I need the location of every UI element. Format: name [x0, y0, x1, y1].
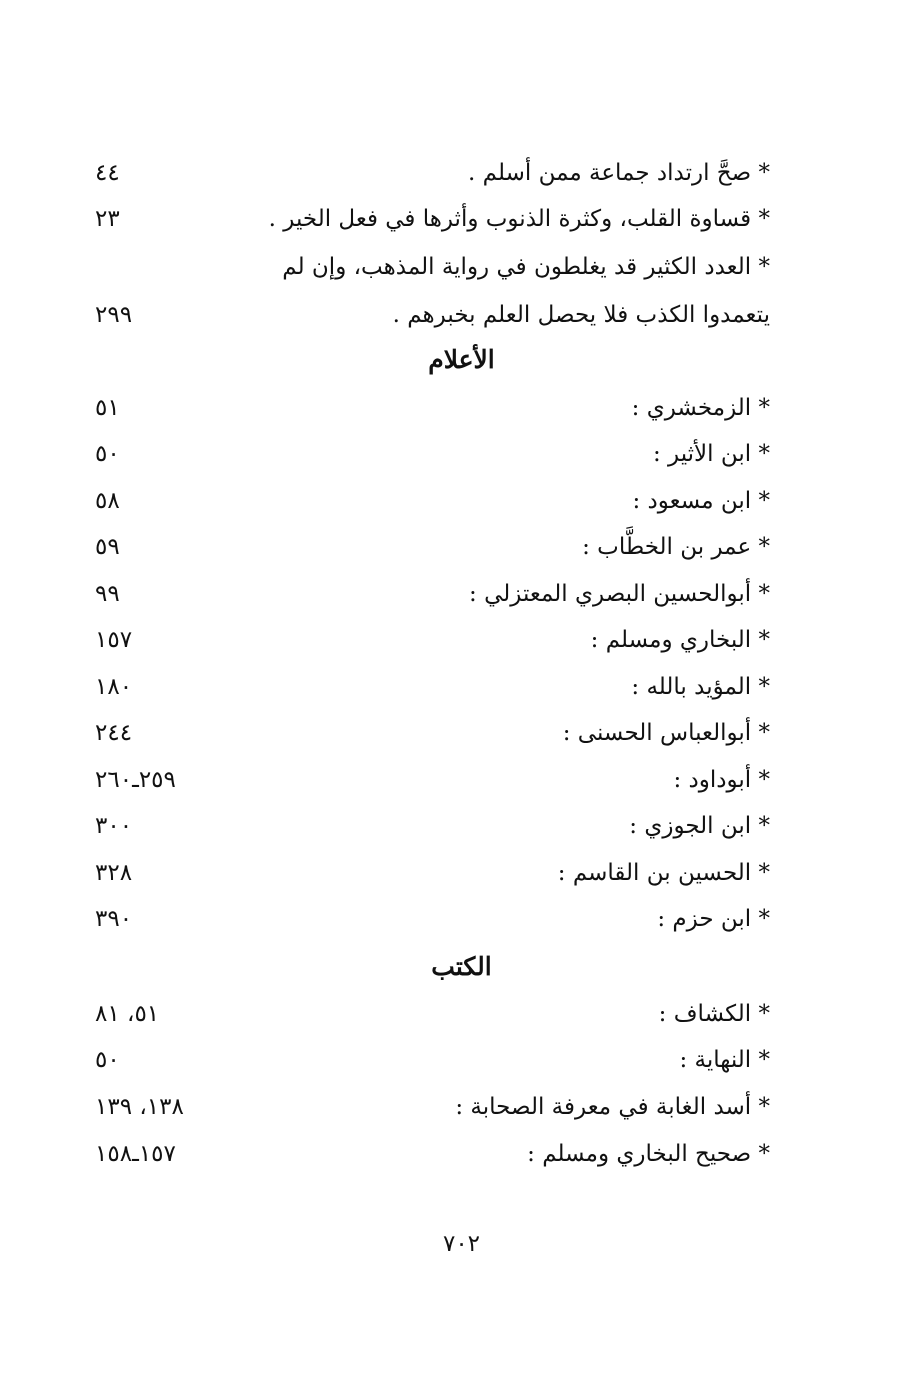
section-heading-people: الأعلام [428, 345, 495, 374]
entry-text: * أسد الغابة في معرفة الصحابة : [455, 1094, 770, 1120]
index-entry-continuation [95, 292, 770, 338]
entry-text: * الحسين بن القاسم : [557, 860, 770, 886]
page-number: ٧٠٢ [442, 1231, 481, 1257]
entry-text: * صحيح البخاري ومسلم : [527, 1141, 770, 1167]
entry-text: * قساوة القلب، وكثرة الذنوب وأثرها في فعل الخير . [268, 206, 770, 232]
entry-text: * النهاية : [679, 1047, 770, 1073]
entry-text: * الكشاف : [658, 1001, 770, 1027]
entry-text: * عمر بن الخطَّاب : [582, 534, 770, 560]
entry-text: * ابن الجوزي : [629, 813, 770, 839]
entry-text: * ابن حزم : [657, 906, 770, 932]
index-entry [95, 431, 770, 477]
entry-page: ٥١، ٨١ [95, 1001, 160, 1027]
index-entry [95, 571, 770, 617]
entry-page: ٩٩ [95, 581, 120, 607]
entry-page: ٢٣ [95, 206, 120, 232]
index-entry [95, 478, 770, 524]
entry-page: ٥٠ [95, 1047, 120, 1073]
entry-text: * الزمخشري : [631, 395, 770, 421]
index-entry [95, 803, 770, 849]
entry-page: ١٨٠ [95, 674, 133, 700]
index-entry [95, 1037, 770, 1083]
index-entry [95, 896, 770, 942]
entry-page: ٥١ [95, 395, 120, 421]
entry-text: يتعمدوا الكذب فلا يحصل العلم بخبرهم . [392, 302, 770, 328]
entry-page: ٥٩ [95, 534, 120, 560]
entry-page: ٣٠٠ [95, 813, 133, 839]
index-entry [95, 664, 770, 710]
index-entry [95, 1131, 770, 1177]
entry-page: ١٥٧ـ١٥٨ [95, 1141, 176, 1167]
index-entry [95, 244, 770, 290]
entry-page: ٢٤٤ [95, 720, 133, 746]
entry-page: ٥٠ [95, 441, 120, 467]
entry-text: * البخاري ومسلم : [590, 627, 770, 653]
index-entry [95, 850, 770, 896]
index-entry [95, 991, 770, 1037]
entry-page: ٣٩٠ [95, 906, 133, 932]
section-heading-books: الكتب [431, 952, 492, 981]
entry-text: * ابن مسعود : [632, 488, 770, 514]
entry-page: ١٣٨، ١٣٩ [95, 1094, 184, 1120]
entry-text: * أبوالعباس الحسنى : [562, 720, 770, 746]
entry-text: * ابن الأثير : [652, 441, 770, 467]
index-entry [95, 196, 770, 242]
entry-text: * أبوداود : [673, 767, 770, 793]
index-entry [95, 710, 770, 756]
entry-text: * العدد الكثير قد يغلطون في رواية المذهب، وإن لم [282, 254, 770, 280]
index-entry [95, 385, 770, 431]
index-entry [95, 150, 770, 196]
entry-text: * المؤيد بالله : [631, 674, 770, 700]
index-entry [95, 617, 770, 663]
entry-page: ٥٨ [95, 488, 120, 514]
index-entry [95, 757, 770, 803]
index-entry [95, 524, 770, 570]
entry-page: ٢٥٩ـ٢٦٠ [95, 767, 176, 793]
index-entry [95, 1084, 770, 1130]
entry-page: ١٥٧ [95, 627, 133, 653]
entry-text: * صحَّ ارتداد جماعة ممن أسلم . [468, 160, 770, 186]
entry-page: ٤٤ [95, 160, 120, 186]
entry-page: ٣٢٨ [95, 860, 133, 886]
entry-page: ٢٩٩ [95, 302, 133, 328]
entry-text: * أبوالحسين البصري المعتزلي : [469, 581, 770, 607]
